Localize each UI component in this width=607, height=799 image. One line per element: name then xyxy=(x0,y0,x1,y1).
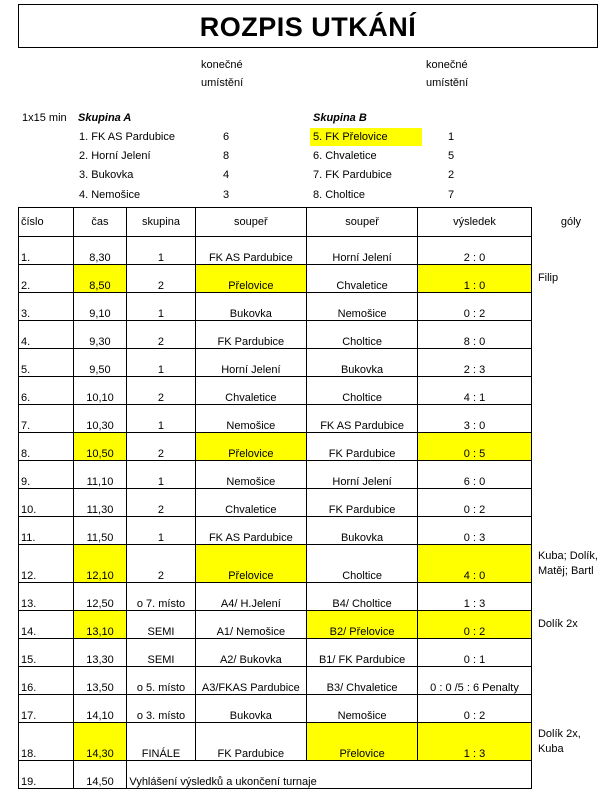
match-time: 9,50 xyxy=(73,349,127,377)
match-team1: Nemošice xyxy=(195,461,307,489)
group-team-name: 5. FK Přelovice xyxy=(313,131,388,143)
match-no: 5. xyxy=(19,349,74,377)
match-team1: A4/ H.Jelení xyxy=(195,583,307,611)
match-group: o 5. místo xyxy=(127,667,195,695)
match-team1: Přelovice xyxy=(195,545,307,583)
match-team2: Bukovka xyxy=(307,517,418,545)
match-group: o 3. místo xyxy=(127,695,195,723)
match-group: 2 xyxy=(127,545,195,583)
match-team2: FK Pardubice xyxy=(307,489,418,517)
group-team-name: 1. FK AS Pardubice xyxy=(79,131,175,143)
group-team-placement: 5 xyxy=(448,150,455,162)
group-team-name: 6. Chvaletice xyxy=(313,150,377,162)
match-time: 11,30 xyxy=(73,489,127,517)
match-row xyxy=(19,583,607,611)
match-team2: Choltice xyxy=(307,545,418,583)
match-group: 2 xyxy=(127,377,195,405)
match-row xyxy=(19,293,607,321)
match-result: 4 : 1 xyxy=(418,377,532,405)
match-goals: Kuba; Dolík, Matěj; Bartl xyxy=(537,549,598,577)
match-no: 16. xyxy=(19,667,74,695)
group-team-name: 7. FK Pardubice xyxy=(313,169,392,181)
match-result: 0 : 1 xyxy=(418,639,532,667)
match-goals: Dolík 2x xyxy=(537,618,578,630)
match-time: 11,50 xyxy=(73,517,127,545)
match-no: 14. xyxy=(19,611,74,639)
match-team1: FK AS Pardubice xyxy=(195,517,307,545)
group-team-placement: 2 xyxy=(448,169,455,181)
group-a-title: Skupina A xyxy=(78,112,132,124)
match-team1: A2/ Bukovka xyxy=(195,639,307,667)
match-time: 10,30 xyxy=(73,405,127,433)
group-team-name: 3. Bukovka xyxy=(79,169,134,181)
match-time: 9,10 xyxy=(73,293,127,321)
match-time: 12,10 xyxy=(73,545,127,583)
match-row xyxy=(19,377,607,405)
closing-row xyxy=(19,761,607,789)
match-row xyxy=(19,405,607,433)
closing-ceremony-text: Vyhlášení výsledků a ukončení turnaje xyxy=(127,761,532,789)
match-row xyxy=(19,461,607,489)
match-time: 13,50 xyxy=(73,667,127,695)
match-team1: A3/FKAS Pardubice xyxy=(195,667,307,695)
match-team2: Choltice xyxy=(307,377,418,405)
group-team-name: 4. Nemošice xyxy=(79,189,141,201)
match-row xyxy=(19,321,607,349)
match-group: 1 xyxy=(127,405,195,433)
match-no: 19. xyxy=(19,761,74,789)
match-row xyxy=(19,265,607,293)
column-header: číslo xyxy=(19,208,74,237)
match-team1: Horní Jelení xyxy=(195,349,307,377)
match-duration: 1x15 min xyxy=(22,112,67,124)
group-team-placement: 4 xyxy=(223,169,230,181)
match-no: 6. xyxy=(19,377,74,405)
match-group: 1 xyxy=(127,293,195,321)
match-team1: Bukovka xyxy=(195,293,307,321)
match-group: 1 xyxy=(127,237,195,265)
match-team2: Horní Jelení xyxy=(307,237,418,265)
match-result: 3 : 0 xyxy=(418,405,532,433)
match-row xyxy=(19,237,607,265)
match-result: 1 : 3 xyxy=(418,583,532,611)
match-team2: Přelovice xyxy=(307,723,418,761)
match-no: 4. xyxy=(19,321,74,349)
final-placement-label-b2: umístění xyxy=(426,77,469,89)
match-row xyxy=(19,723,607,761)
match-row xyxy=(19,489,607,517)
group-b-title: Skupina B xyxy=(313,112,367,124)
match-team1: Přelovice xyxy=(195,433,307,461)
match-group: SEMI xyxy=(127,639,195,667)
match-result: 6 : 0 xyxy=(418,461,532,489)
match-row xyxy=(19,667,607,695)
match-no: 18. xyxy=(19,723,74,761)
match-no: 7. xyxy=(19,405,74,433)
match-team2: B2/ Přelovice xyxy=(307,611,418,639)
empty-goals-cell xyxy=(531,761,606,789)
match-no: 2. xyxy=(19,265,74,293)
match-result: 0 : 2 xyxy=(418,695,532,723)
table-header-row xyxy=(19,208,607,237)
match-no: 1. xyxy=(19,237,74,265)
match-team1: FK Pardubice xyxy=(195,321,307,349)
match-team1: Chvaletice xyxy=(195,489,307,517)
match-time: 8,50 xyxy=(73,265,127,293)
match-time: 10,10 xyxy=(73,377,127,405)
match-no: 9. xyxy=(19,461,74,489)
match-team2: Nemošice xyxy=(307,695,418,723)
group-team-name: 8. Choltice xyxy=(313,189,365,201)
match-row xyxy=(19,695,607,723)
match-group: SEMI xyxy=(127,611,195,639)
group-team-name: 2. Horní Jelení xyxy=(79,150,151,162)
match-group: o 7. místo xyxy=(127,583,195,611)
match-result: 0 : 2 xyxy=(418,489,532,517)
match-result: 2 : 3 xyxy=(418,349,532,377)
match-time: 9,30 xyxy=(73,321,127,349)
match-no: 11. xyxy=(19,517,74,545)
match-time: 8,30 xyxy=(73,237,127,265)
match-goals: Dolík 2x, Kuba xyxy=(537,727,581,755)
match-group: 2 xyxy=(127,433,195,461)
page-title: ROZPIS UTKÁNÍ xyxy=(18,4,598,48)
match-no: 12. xyxy=(19,545,74,583)
match-team1: FK Pardubice xyxy=(195,723,307,761)
column-header: soupeř xyxy=(195,208,307,237)
match-row xyxy=(19,639,607,667)
match-row xyxy=(19,611,607,639)
match-group: 2 xyxy=(127,265,195,293)
match-row xyxy=(19,349,607,377)
match-time: 13,10 xyxy=(73,611,127,639)
column-header: čas xyxy=(73,208,127,237)
match-no: 8. xyxy=(19,433,74,461)
column-header: góly xyxy=(560,216,582,228)
column-header: skupina xyxy=(127,208,195,237)
match-team1: Chvaletice xyxy=(195,377,307,405)
match-result: 8 : 0 xyxy=(418,321,532,349)
final-placement-label-b1: konečné xyxy=(426,59,468,71)
match-result: 0 : 5 xyxy=(418,433,532,461)
match-no: 17. xyxy=(19,695,74,723)
match-team2: Horní Jelení xyxy=(307,461,418,489)
match-time: 14,50 xyxy=(73,761,127,789)
match-no: 3. xyxy=(19,293,74,321)
match-time: 12,50 xyxy=(73,583,127,611)
match-team2: FK Pardubice xyxy=(307,433,418,461)
group-team-placement: 3 xyxy=(223,189,230,201)
group-team-placement: 7 xyxy=(448,189,455,201)
match-team1: Nemošice xyxy=(195,405,307,433)
match-schedule-table xyxy=(18,207,607,789)
match-group: FINÁLE xyxy=(127,723,195,761)
match-time: 11,10 xyxy=(73,461,127,489)
match-time: 14,30 xyxy=(73,723,127,761)
match-result: 1 : 0 xyxy=(418,265,532,293)
match-team1: Bukovka xyxy=(195,695,307,723)
match-result: 1 : 3 xyxy=(418,723,532,761)
final-placement-label-a2: umístění xyxy=(201,77,244,89)
match-group: 2 xyxy=(127,321,195,349)
match-group: 1 xyxy=(127,517,195,545)
match-team2: Nemošice xyxy=(307,293,418,321)
match-team2: B4/ Choltice xyxy=(307,583,418,611)
match-team1: A1/ Nemošice xyxy=(195,611,307,639)
group-team-placement: 1 xyxy=(448,131,455,143)
match-no: 10. xyxy=(19,489,74,517)
match-result: 0 : 3 xyxy=(418,517,532,545)
match-no: 15. xyxy=(19,639,74,667)
match-no: 13. xyxy=(19,583,74,611)
match-result: 0 : 0 /5 : 6 Penalty xyxy=(418,667,532,695)
match-row xyxy=(19,433,607,461)
match-team2: B3/ Chvaletice xyxy=(307,667,418,695)
match-result: 0 : 2 xyxy=(418,611,532,639)
match-team1: Přelovice xyxy=(195,265,307,293)
match-time: 14,10 xyxy=(73,695,127,723)
match-row xyxy=(19,517,607,545)
match-group: 1 xyxy=(127,461,195,489)
match-team2: B1/ FK Pardubice xyxy=(307,639,418,667)
match-time: 10,50 xyxy=(73,433,127,461)
column-header: soupeř xyxy=(307,208,418,237)
match-time: 13,30 xyxy=(73,639,127,667)
match-team1: FK AS Pardubice xyxy=(195,237,307,265)
match-result: 4 : 0 xyxy=(418,545,532,583)
group-team-placement: 8 xyxy=(223,150,230,162)
final-placement-label-a1: konečné xyxy=(201,59,243,71)
match-row xyxy=(19,545,607,583)
match-goals: Filip xyxy=(537,272,559,284)
group-team-placement: 6 xyxy=(223,131,230,143)
match-result: 0 : 2 xyxy=(418,293,532,321)
match-team2: FK AS Pardubice xyxy=(307,405,418,433)
match-group: 1 xyxy=(127,349,195,377)
match-team2: Chvaletice xyxy=(307,265,418,293)
column-header: výsledek xyxy=(418,208,532,237)
match-team2: Choltice xyxy=(307,321,418,349)
match-group: 2 xyxy=(127,489,195,517)
match-team2: Bukovka xyxy=(307,349,418,377)
match-result: 2 : 0 xyxy=(418,237,532,265)
